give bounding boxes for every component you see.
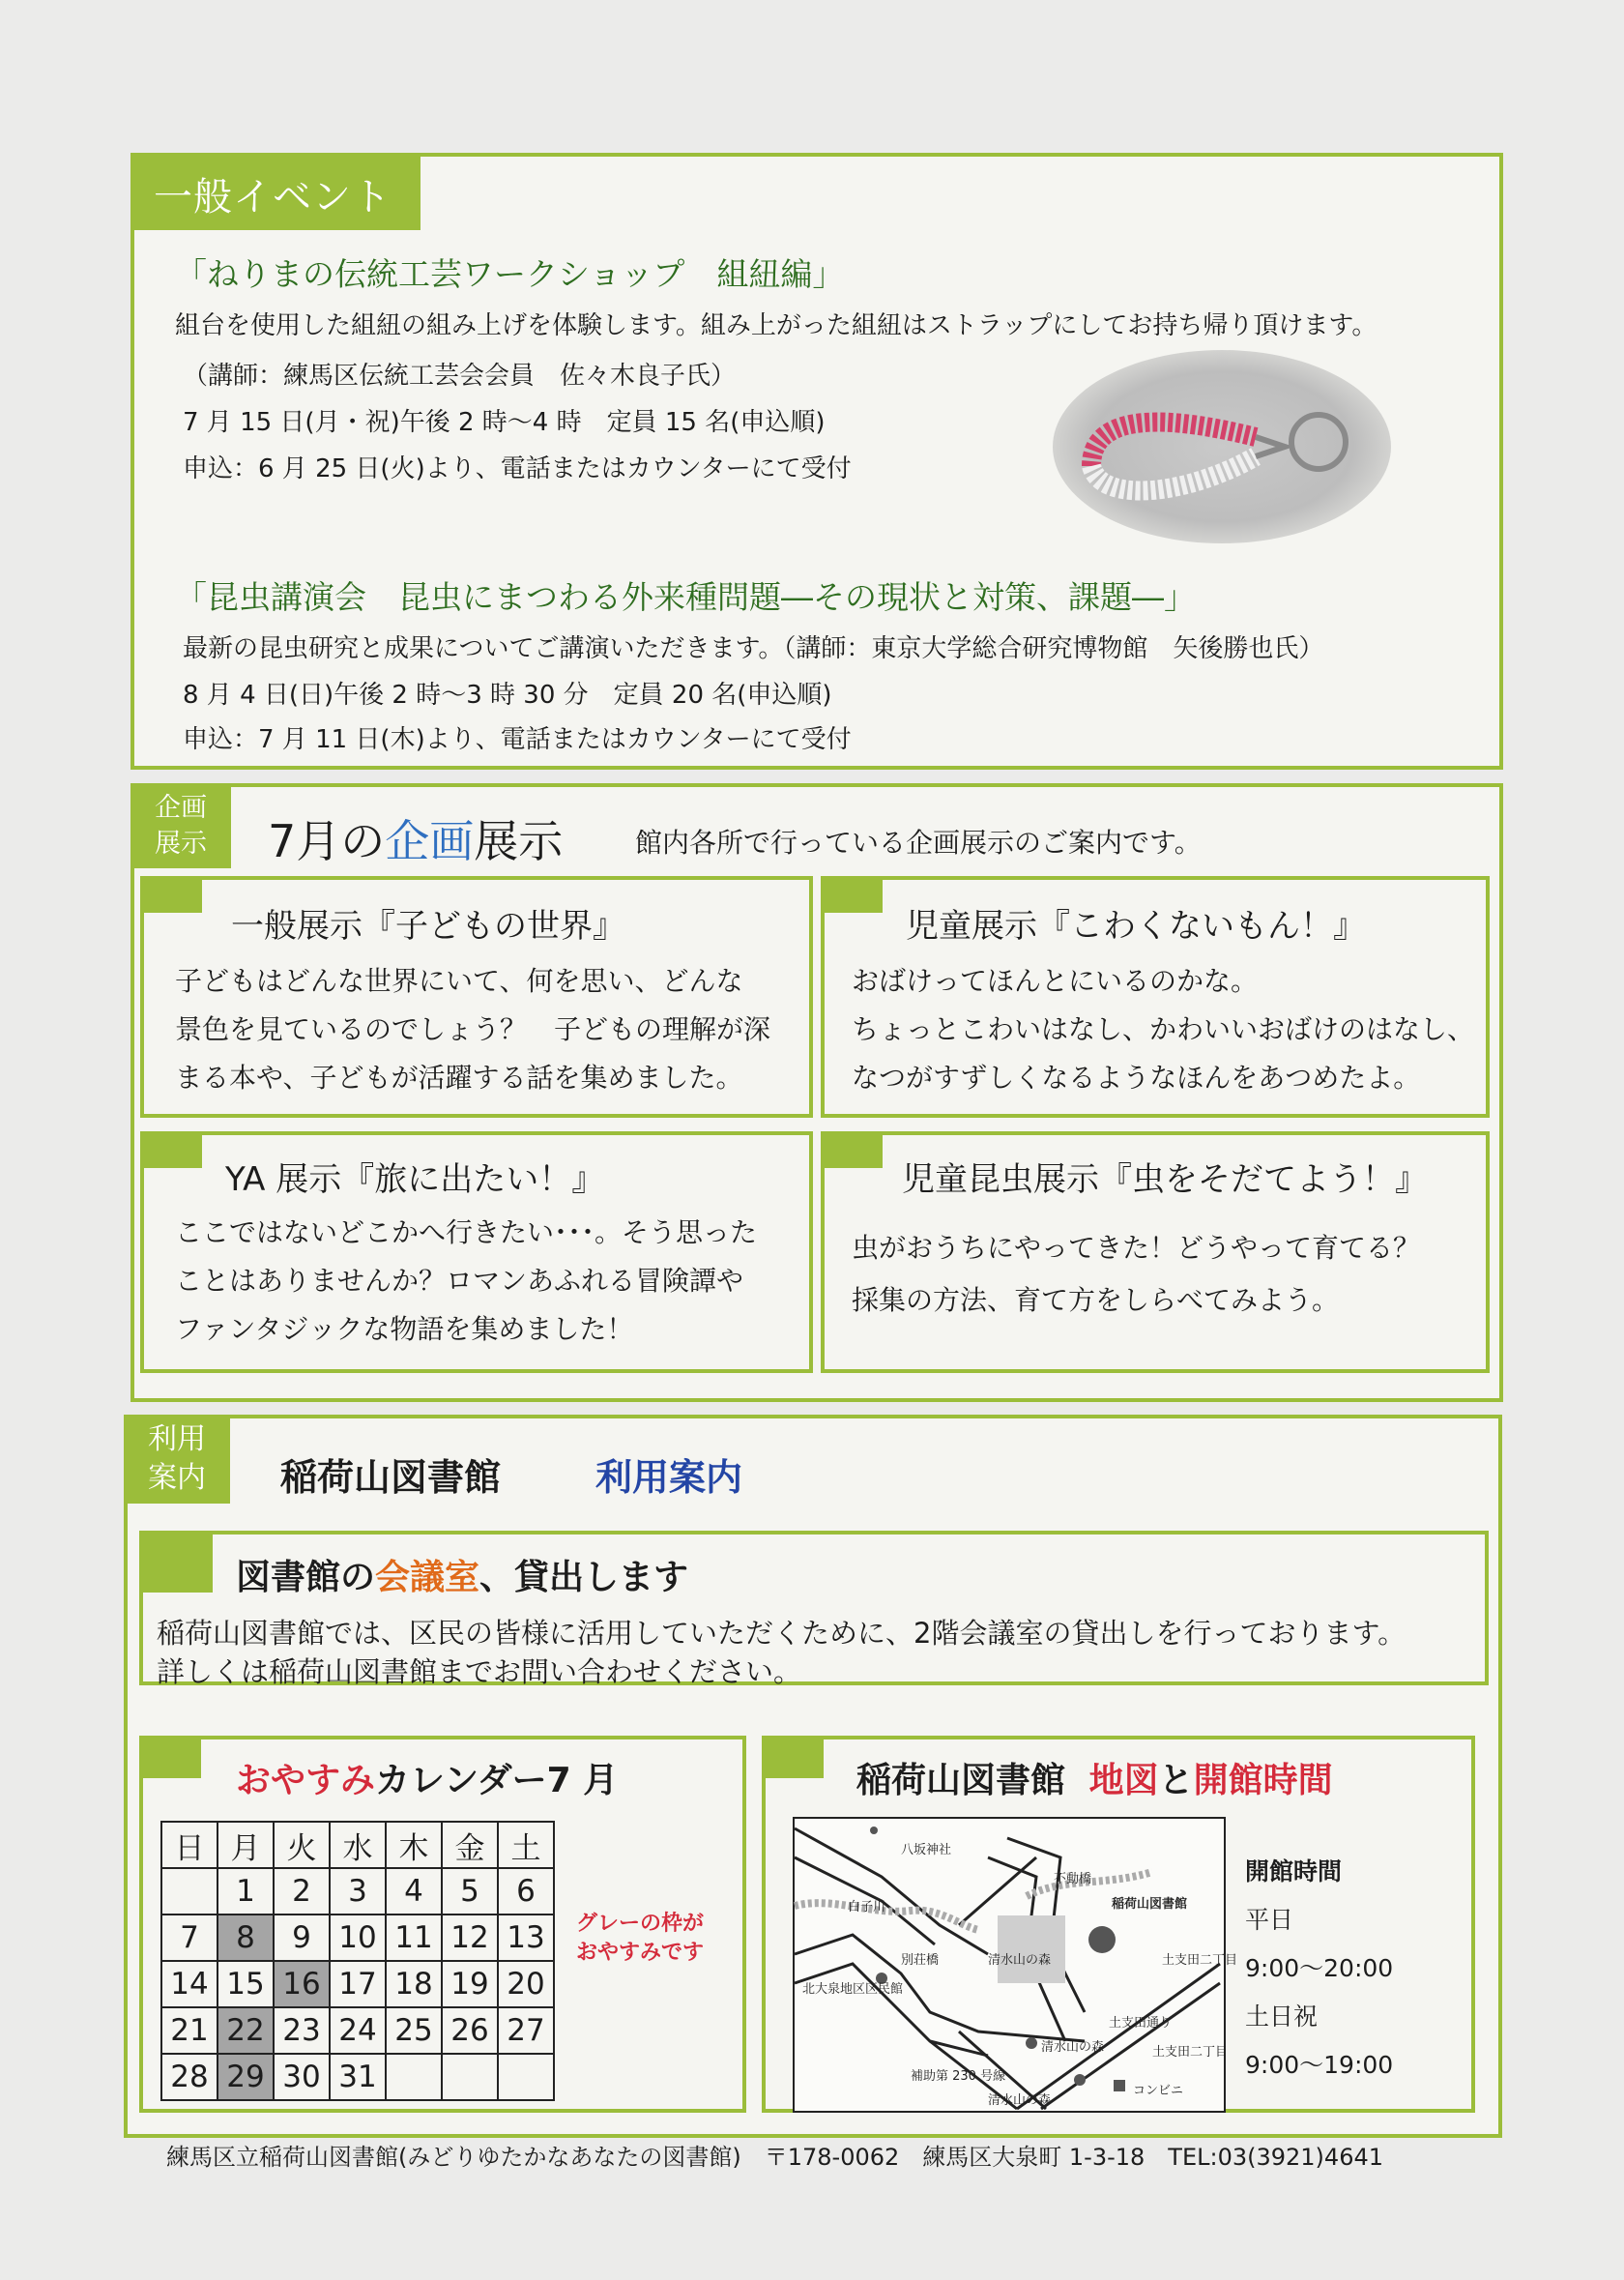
calendar-day: 1 <box>218 1868 274 1915</box>
exhibit-card-children <box>821 876 1490 1118</box>
map-hours-title-d: 開館時間 <box>1193 1761 1333 1800</box>
holiday-calendar-box <box>139 1736 746 2113</box>
map-label-forest2: 清水山の森 <box>1041 2040 1105 2055</box>
calendar-week <box>161 2007 554 2054</box>
calendar-day: 10 <box>330 1915 386 1961</box>
calendar-day: 8 <box>218 1915 274 1961</box>
meeting-room-text-line1: 稲荷山図書館では、区民の皆様に活用していただくために、2階会議室の貸出しを行っております。 <box>157 1617 1406 1650</box>
exhibit-card-title: 児童昆虫展示『虫をそだてよう！』 <box>902 1160 1428 1199</box>
events-tab: 一般イベント <box>130 153 420 230</box>
calendar-day: 17 <box>330 1961 386 2007</box>
exhibits-tab <box>130 783 231 868</box>
calendar-day: 2 <box>274 1868 330 1915</box>
exhibits-heading-suffix: 展示 <box>474 815 564 867</box>
exhibit-card-text <box>852 1222 1420 1327</box>
exhibit-card-text <box>852 957 1474 1102</box>
calendar-day: 12 <box>442 1915 498 1961</box>
events-section <box>130 153 1503 770</box>
exhibits-section <box>130 783 1503 1402</box>
exhibit-card-line: ことはありませんか？ロマンあふれる冒険譚や <box>175 1265 744 1297</box>
calendar-weekday: 金 <box>442 1822 498 1868</box>
event2-datetime: 8 月 4 日(日)午後 2 時～3 時 30 分 定員 20 名(申込順) <box>183 681 832 710</box>
usage-title: 稲荷山図書館 <box>280 1456 502 1499</box>
calendar-title-b: カレンダー7 月 <box>375 1761 619 1800</box>
calendar-week <box>161 1868 554 1915</box>
calendar-day: 21 <box>161 2007 218 2054</box>
map-label-convenience: コンビニ <box>1133 2084 1184 2098</box>
calendar-day: 28 <box>161 2054 218 2100</box>
exhibits-tab-line1: 企画 <box>155 793 207 823</box>
calendar-day <box>442 2054 498 2100</box>
calendar-weekday: 土 <box>498 1822 554 1868</box>
weekend-label: 土日祝 <box>1245 2002 1319 2031</box>
calendar-weekday: 水 <box>330 1822 386 1868</box>
exhibit-card-line: なつがすずしくなるようなほんをあつめたよ。 <box>852 1062 1421 1094</box>
library-map <box>793 1817 1238 2113</box>
holiday-calendar <box>160 1821 555 2101</box>
event1-description: 組台を使用した組紐の組み上げを体験します。組み上がった組紐はストラップにしてお持ち帰り頂けます。 <box>175 311 1378 340</box>
event1-instructor: （講師：練馬区伝統工芸会会員 佐々木良子氏） <box>183 362 737 391</box>
calendar-note <box>576 1910 704 1968</box>
exhibits-heading <box>268 806 563 870</box>
calendar-day: 26 <box>442 2007 498 2054</box>
map-hours-title-a: 稲荷山図書館 <box>856 1761 1066 1800</box>
meeting-room-title-b: 会議室 <box>375 1558 480 1597</box>
calendar-day: 20 <box>498 1961 554 2007</box>
exhibit-card-ya <box>140 1131 813 1373</box>
map-label-community-hall: 北大泉地区区民館 <box>802 1982 904 1997</box>
calendar-day: 5 <box>442 1868 498 1915</box>
exhibit-card-line: 景色を見ているのでしょう？ 子どもの理解が深 <box>175 1013 771 1045</box>
opening-hours <box>1245 1848 1393 2090</box>
calendar-day: 23 <box>274 2007 330 2054</box>
event1-application: 申込：6 月 25 日(火)より、電話またはカウンターにて受付 <box>183 454 852 483</box>
map-label-forest3: 清水山の森 <box>988 2093 1052 2108</box>
exhibit-card-line: おばけってほんとにいるのかな。 <box>852 965 1259 997</box>
meeting-room-box <box>139 1531 1489 1688</box>
calendar-day: 7 <box>161 1915 218 1961</box>
meeting-room-text <box>157 1614 1406 1691</box>
event2-description: 最新の昆虫研究と成果についてご講演いただきます。（講師：東京大学総合研究博物館 矢後勝也氏） <box>183 634 1324 663</box>
event1-title: 「ねりまの伝統工芸ワークショップ 組紐編」 <box>175 255 845 293</box>
map-hours-title-b: 地図 <box>1088 1761 1159 1800</box>
calendar-day <box>386 2054 442 2100</box>
exhibit-card-line: 虫がおうちにやってきた！どうやって育てる？ <box>852 1232 1421 1264</box>
usage-tab-line1: 利用 <box>148 1422 206 1456</box>
calendar-day: 19 <box>442 1961 498 2007</box>
calendar-day: 13 <box>498 1915 554 1961</box>
calendar-day: 31 <box>330 2054 386 2100</box>
calendar-day <box>498 2054 554 2100</box>
exhibits-heading-prefix: 7月の <box>268 815 386 867</box>
map-label-forest: 清水山の森 <box>988 1953 1052 1968</box>
calendar-day: 11 <box>386 1915 442 1961</box>
map-hours-title <box>856 1753 1333 1802</box>
exhibit-card-line: 採集の方法、育て方をしらべてみよう。 <box>852 1284 1340 1316</box>
map-hours-box <box>762 1736 1475 2113</box>
hours-title: 開館時間 <box>1245 1857 1343 1885</box>
card-accent <box>144 880 202 913</box>
calendar-day: 15 <box>218 1961 274 2007</box>
card-accent <box>144 1135 202 1168</box>
exhibit-card-text <box>175 957 770 1102</box>
calendar-weekday-row <box>161 1822 554 1868</box>
calendar-day: 16 <box>274 1961 330 2007</box>
exhibit-card-general <box>140 876 813 1118</box>
map-label-doshida2: 土支田二丁目 <box>1162 1953 1238 1968</box>
calendar-week <box>161 1915 554 1961</box>
map-label-besso-bridge: 別荘橋 <box>901 1953 940 1968</box>
map-label-doshida-street: 土支田通り <box>1109 2016 1173 2031</box>
calendar-day <box>161 1868 218 1915</box>
map-label-doshida2-b: 土支田二丁目 <box>1152 2045 1229 2060</box>
usage-tab <box>124 1415 230 1504</box>
braided-cord-photo <box>1053 350 1391 543</box>
calendar-accent <box>143 1739 201 1778</box>
exhibits-heading-highlight: 企画 <box>385 815 475 867</box>
weekend-hours: 9:00～19:00 <box>1245 2051 1394 2079</box>
calendar-day: 14 <box>161 1961 218 2007</box>
meeting-room-text-line2: 詳しくは稲荷山図書館までお問い合わせください。 <box>157 1655 802 1688</box>
calendar-day: 30 <box>274 2054 330 2100</box>
map-label-fudo-bridge: 不動橋 <box>1054 1872 1092 1886</box>
card-accent <box>825 880 883 913</box>
usage-subtitle: 利用案内 <box>595 1456 743 1499</box>
exhibit-card-line: ファンタジックな物語を集めました！ <box>175 1313 634 1345</box>
map-label-library: 稲荷山図書館 <box>1112 1897 1188 1912</box>
exhibit-card-text <box>175 1209 757 1354</box>
map-hours-title-c: と <box>1158 1761 1194 1800</box>
meeting-room-title-c: 、貸出します <box>479 1558 689 1597</box>
calendar-day: 25 <box>386 2007 442 2054</box>
calendar-note-line2: おやすみです <box>576 1941 705 1965</box>
calendar-day: 27 <box>498 2007 554 2054</box>
map-accent <box>766 1739 824 1778</box>
weekday-hours: 9:00～20:00 <box>1245 1954 1394 1982</box>
exhibit-card-line: ここではないどこかへ行きたい･･･。そう思った <box>175 1216 758 1248</box>
calendar-day: 18 <box>386 1961 442 2007</box>
exhibit-card-line: まる本や、子どもが活躍する話を集めました。 <box>175 1062 743 1094</box>
exhibit-card-line: ちょっとこわいはなし、かわいいおばけのはなし、 <box>852 1013 1475 1045</box>
calendar-day: 9 <box>274 1915 330 1961</box>
meeting-room-title <box>236 1550 688 1599</box>
usage-section <box>124 1415 1502 2138</box>
calendar-title-a: おやすみ <box>236 1761 376 1800</box>
map-drawing <box>795 1819 1238 2111</box>
exhibit-card-title: 一般展示『子どもの世界』 <box>231 907 625 946</box>
calendar-week <box>161 2054 554 2100</box>
exhibit-card-title: 児童展示『こわくないもん！』 <box>906 907 1366 946</box>
calendar-weekday: 木 <box>386 1822 442 1868</box>
card-accent <box>825 1135 883 1168</box>
calendar-day: 4 <box>386 1868 442 1915</box>
map-label-route: 補助第 230 号線 <box>911 2069 1006 2084</box>
meeting-room-title-a: 図書館の <box>236 1558 376 1597</box>
footer-address: 練馬区立稲荷山図書館(みどりゆたかなあなたの図書館) 〒178-0062 練馬区大泉町 1-3-18 TEL:03(3921)4641 <box>166 2144 1384 2171</box>
calendar-week <box>161 1961 554 2007</box>
calendar-day: 29 <box>218 2054 274 2100</box>
calendar-weekday: 日 <box>161 1822 218 1868</box>
calendar-weekday: 月 <box>218 1822 274 1868</box>
meeting-room-accent <box>143 1535 213 1593</box>
calendar-weekday: 火 <box>274 1822 330 1868</box>
usage-tab-line2: 案内 <box>148 1461 206 1495</box>
calendar-note-line1: グレーの枠が <box>576 1912 705 1936</box>
weekday-label: 平日 <box>1245 1906 1294 1934</box>
exhibit-card-line: 子どもはどんな世界にいて、何を思い、どんな <box>175 965 743 997</box>
map-label-river: 白子川 <box>848 1900 886 1915</box>
exhibits-intro: 館内各所で行っている企画展示のご案内です。 <box>635 827 1202 859</box>
map-label-shrine: 八坂神社 <box>901 1843 952 1857</box>
event1-datetime: 7 月 15 日(月・祝)午後 2 時～4 時 定員 15 名(申込順) <box>183 408 826 437</box>
exhibit-card-insects <box>821 1131 1490 1373</box>
event2-application: 申込：7 月 11 日(木)より、電話またはカウンターにて受付 <box>183 725 852 754</box>
calendar-day: 3 <box>330 1868 386 1915</box>
calendar-day: 6 <box>498 1868 554 1915</box>
calendar-title <box>236 1753 618 1802</box>
event2-title: 「昆虫講演会 昆虫にまつわる外来種問題―その現状と対策、課題―」 <box>175 578 1196 616</box>
exhibits-tab-line2: 展示 <box>155 829 207 859</box>
exhibit-card-title: YA 展示『旅に出たい！』 <box>225 1160 605 1199</box>
calendar-day: 22 <box>218 2007 274 2054</box>
calendar-day: 24 <box>330 2007 386 2054</box>
